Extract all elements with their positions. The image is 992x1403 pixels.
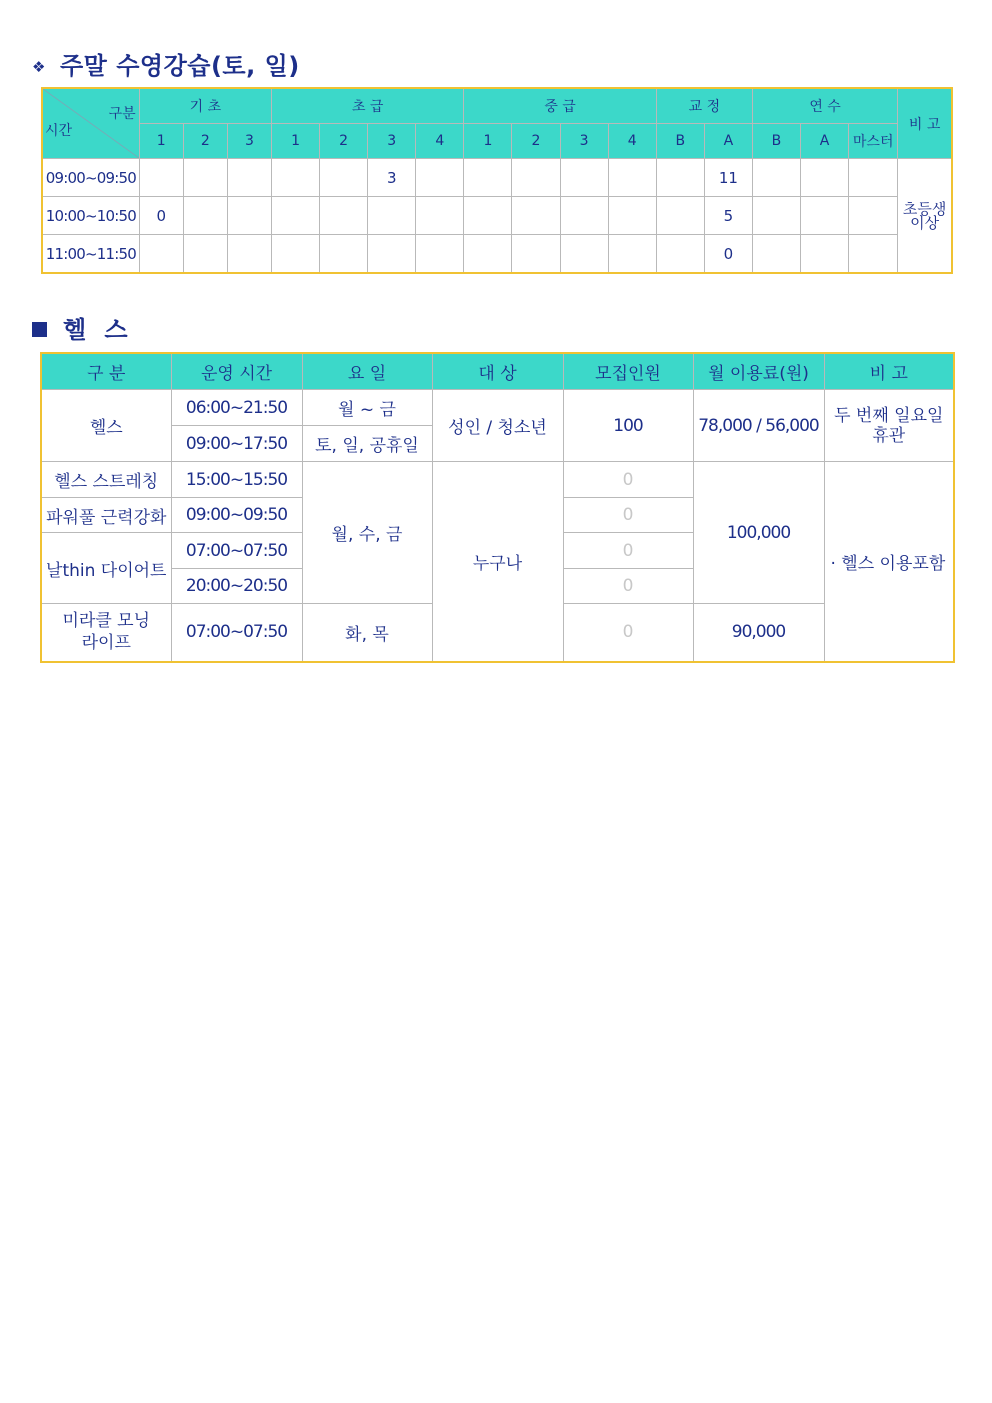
group-header-correction: 교 정	[656, 88, 752, 124]
value-cell	[464, 197, 512, 235]
value-cell	[416, 159, 464, 197]
fee-cell: 90,000	[693, 604, 824, 662]
value-cell	[656, 235, 704, 274]
program-name: 헬스	[41, 390, 171, 462]
sub-header: 2	[183, 124, 227, 159]
health-title-text: 헬 스	[63, 316, 129, 344]
hours-cell: 15:00~15:50	[171, 462, 302, 498]
value-cell	[752, 235, 800, 274]
capacity-cell: 0	[563, 498, 693, 533]
program-name-line1: 미라클 모닝	[62, 611, 150, 632]
health-program-table	[40, 352, 955, 663]
value-cell	[464, 235, 512, 274]
table-row	[42, 197, 952, 235]
hours-cell: 07:00~07:50	[171, 604, 302, 662]
days-cell: 화, 목	[302, 604, 432, 662]
hours-cell: 07:00~07:50	[171, 533, 302, 569]
sub-header: 3	[560, 124, 608, 159]
value-cell	[656, 197, 704, 235]
hours-cell: 06:00~21:50	[171, 390, 302, 426]
value-cell	[512, 159, 560, 197]
value-cell	[272, 235, 320, 274]
value-cell	[416, 235, 464, 274]
value-cell	[849, 235, 898, 274]
value-cell	[183, 159, 227, 197]
note-cell	[898, 159, 952, 274]
capacity-cell: 0	[563, 569, 693, 604]
sub-header: 마스터	[849, 124, 898, 159]
sub-header: 4	[608, 124, 656, 159]
capacity-cell: 0	[563, 604, 693, 662]
value-cell	[320, 159, 368, 197]
days-cell: 토, 일, 공휴일	[302, 426, 432, 462]
value-cell	[849, 159, 898, 197]
value-cell	[560, 197, 608, 235]
value-cell	[272, 159, 320, 197]
sub-header: A	[704, 124, 752, 159]
value-cell	[560, 159, 608, 197]
value-cell	[416, 197, 464, 235]
time-cell: 10:00~10:50	[42, 197, 139, 235]
program-name	[41, 604, 171, 662]
hours-cell: 09:00~17:50	[171, 426, 302, 462]
sub-header: 3	[368, 124, 416, 159]
target-cell: 성인 / 청소년	[432, 390, 563, 462]
value-cell	[752, 159, 800, 197]
value-cell	[227, 235, 271, 274]
group-header-training: 연 수	[752, 88, 897, 124]
note-text-line2: 이상	[910, 213, 940, 232]
header-hours: 운영 시간	[171, 353, 302, 390]
program-name: 날thin 다이어트	[41, 533, 171, 604]
sub-header: 2	[320, 124, 368, 159]
fee-cell: 100,000	[693, 462, 824, 604]
value-cell	[801, 197, 849, 235]
swim-schedule-table	[41, 87, 953, 274]
sub-header: 1	[464, 124, 512, 159]
value-cell	[320, 197, 368, 235]
value-cell	[272, 197, 320, 235]
sub-header: 2	[512, 124, 560, 159]
sub-header: B	[656, 124, 704, 159]
header-monthly-fee: 월 이용료(원)	[693, 353, 824, 390]
value-cell	[849, 197, 898, 235]
note-cell: · 헬스 이용포함	[824, 462, 954, 662]
value-cell	[227, 159, 271, 197]
group-header-basic: 기 초	[139, 88, 271, 124]
table-row	[42, 235, 952, 274]
note-cell	[824, 390, 954, 462]
value-cell	[139, 159, 183, 197]
program-name: 헬스 스트레칭	[41, 462, 171, 498]
sub-header: 4	[416, 124, 464, 159]
header-category: 구 분	[41, 353, 171, 390]
sub-header: 1	[272, 124, 320, 159]
table-row	[41, 390, 954, 426]
capacity-cell: 100	[563, 390, 693, 462]
value-cell	[608, 159, 656, 197]
value-cell	[139, 235, 183, 274]
note-line1: 두 번째 일요일	[834, 405, 944, 426]
header-time-label: 시간	[45, 123, 73, 139]
target-cell: 누구나	[432, 462, 563, 662]
value-cell: 5	[704, 197, 752, 235]
value-cell	[656, 159, 704, 197]
value-cell	[183, 235, 227, 274]
header-capacity: 모집인원	[563, 353, 693, 390]
table-row	[42, 159, 952, 197]
health-section-title	[32, 310, 128, 345]
value-cell: 3	[368, 159, 416, 197]
value-cell	[320, 235, 368, 274]
value-cell	[368, 235, 416, 274]
swim-section-title	[32, 46, 300, 81]
days-cell: 월, 수, 금	[302, 462, 432, 604]
group-header-intermediate: 중 급	[464, 88, 656, 124]
value-cell	[368, 197, 416, 235]
value-cell	[512, 197, 560, 235]
capacity-cell: 0	[563, 462, 693, 498]
value-cell: 0	[139, 197, 183, 235]
value-cell	[227, 197, 271, 235]
sub-header: 3	[227, 124, 271, 159]
note-text-line1: 초등생	[902, 199, 947, 218]
swim-title-text: 주말 수영강습(토, 일)	[60, 52, 300, 80]
value-cell: 0	[704, 235, 752, 274]
header-days: 요 일	[302, 353, 432, 390]
header-target: 대 상	[432, 353, 563, 390]
hours-cell: 09:00~09:50	[171, 498, 302, 533]
capacity-cell: 0	[563, 533, 693, 569]
header-category-label: 구분	[108, 106, 136, 122]
note-line2: 휴관	[872, 425, 906, 446]
value-cell	[183, 197, 227, 235]
header-diagonal-cell	[42, 88, 139, 159]
value-cell	[560, 235, 608, 274]
header-note: 비 고	[824, 353, 954, 390]
days-cell: 월 ~ 금	[302, 390, 432, 426]
value-cell	[464, 159, 512, 197]
value-cell	[752, 197, 800, 235]
value-cell: 11	[704, 159, 752, 197]
program-name: 파워풀 근력강화	[41, 498, 171, 533]
sub-header: 1	[139, 124, 183, 159]
hours-cell: 20:00~20:50	[171, 569, 302, 604]
sub-header: A	[801, 124, 849, 159]
square-bullet-icon	[32, 322, 47, 337]
sub-header: B	[752, 124, 800, 159]
value-cell	[801, 159, 849, 197]
fee-cell: 78,000 / 56,000	[693, 390, 824, 462]
table-row	[41, 462, 954, 498]
value-cell	[512, 235, 560, 274]
diamond-bullet-icon: ❖	[32, 58, 46, 76]
time-cell: 11:00~11:50	[42, 235, 139, 274]
note-header: 비 고	[898, 88, 952, 159]
group-header-beginner: 초 급	[272, 88, 464, 124]
value-cell	[801, 235, 849, 274]
program-name-line2: 라이프	[81, 633, 131, 654]
value-cell	[608, 235, 656, 274]
value-cell	[608, 197, 656, 235]
time-cell: 09:00~09:50	[42, 159, 139, 197]
